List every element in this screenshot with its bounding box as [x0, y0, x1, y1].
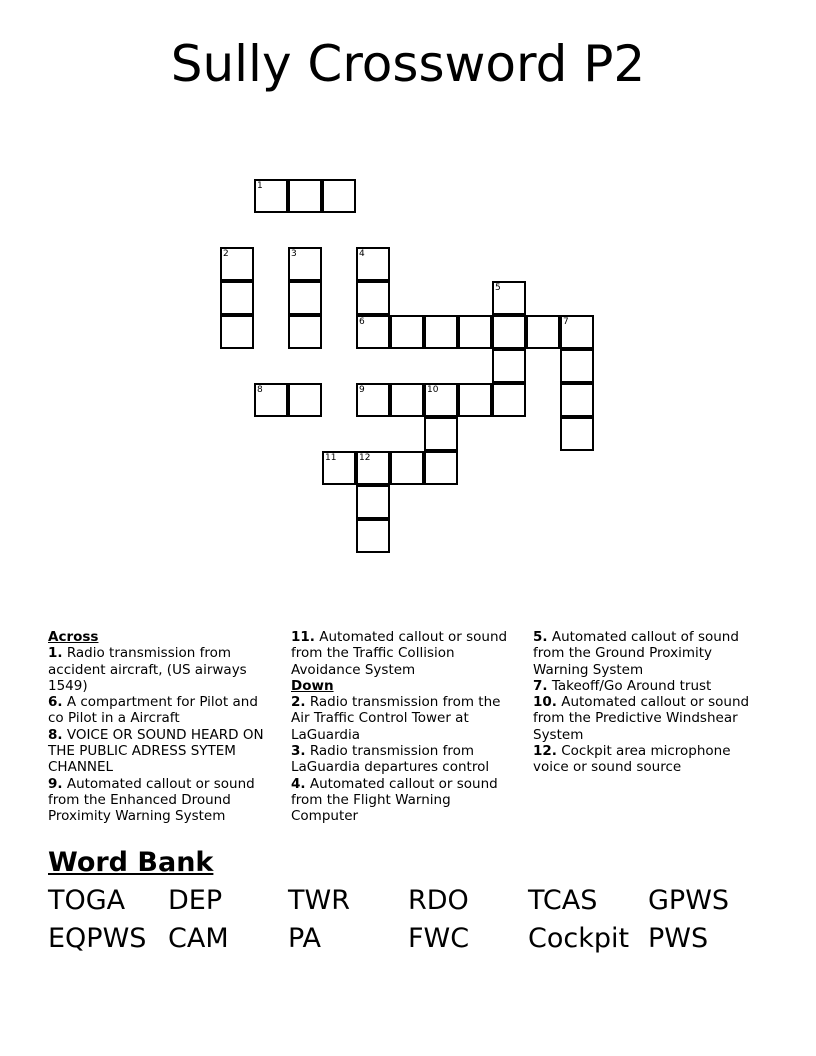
clue-number-label: 6 [359, 317, 365, 327]
clue-down-5: 5. Automated callout of sound from the Ground Proximity Warning System [533, 629, 739, 678]
word-bank-word: CAM [168, 923, 229, 954]
clue-number-label: 12 [359, 453, 371, 463]
grid-cell[interactable] [492, 349, 526, 383]
word-bank-word: PA [288, 923, 322, 954]
word-bank-word: TOGA [48, 885, 126, 916]
clue-down-4: 4. Automated callout or sound from the Flight Warning Computer [291, 775, 498, 825]
word-bank-word: PWS [648, 923, 709, 954]
clue-down-7: 7. Takeoff/Go Around trust [533, 677, 712, 694]
word-bank-word: EQPWS [48, 923, 147, 954]
clues-column-3 [533, 629, 768, 776]
clue-across-1: 1. Radio transmission from accident aircraft, (US airways 1549) [48, 645, 247, 694]
grid-cell[interactable] [220, 281, 254, 315]
grid-cell[interactable] [288, 315, 322, 349]
grid-cell[interactable] [560, 349, 594, 383]
grid-cell[interactable] [526, 315, 560, 349]
clue-across-8: 8. VOICE OR SOUND HEARD ON THE PUBLIC ADRESS SYTEM CHANNEL [48, 726, 264, 776]
clues-column-2 [291, 629, 521, 825]
grid-cell[interactable] [288, 281, 322, 315]
grid-cell[interactable] [390, 451, 424, 485]
clue-across-6: 6. A compartment for Pilot and co Pilot in a Aircraft [48, 694, 258, 727]
grid-cell[interactable] [492, 315, 526, 349]
page-title: Sully Crossword P2 [170, 35, 646, 93]
clue-number-label: 10 [427, 385, 439, 395]
grid-cell[interactable] [288, 383, 322, 417]
clue-down-3: 3. Radio transmission from LaGuardia departures control [291, 743, 490, 776]
grid-cell[interactable] [220, 315, 254, 349]
word-bank-word: RDO [408, 885, 469, 916]
across-heading: Across [48, 629, 99, 645]
grid-cell[interactable] [356, 281, 390, 315]
word-bank-word: Cockpit [528, 923, 630, 954]
clue-number-label: 2 [223, 249, 229, 259]
clue-down-10: 10. Automated callout or sound from the Predictive Windshear System [533, 694, 750, 743]
grid-cell[interactable] [458, 315, 492, 349]
clue-number-label: 7 [563, 317, 569, 327]
grid-cell[interactable] [390, 383, 424, 417]
grid-cell[interactable] [356, 519, 390, 553]
clue-number-label: 5 [495, 283, 501, 293]
grid-cell[interactable] [458, 383, 492, 417]
down-heading: Down [291, 677, 334, 694]
word-bank-word: GPWS [648, 885, 730, 916]
clue-number-label: 11 [325, 453, 337, 463]
grid-cell[interactable] [560, 383, 594, 417]
word-bank-word: DEP [168, 885, 223, 916]
clue-down-2: 2. Radio transmission from the Air Traffic Control Tower at LaGuardia [291, 694, 501, 743]
grid-cell[interactable] [288, 179, 322, 213]
grid-cell[interactable] [390, 315, 424, 349]
grid-cell[interactable] [492, 383, 526, 417]
grid-cell[interactable] [424, 451, 458, 485]
grid-cell[interactable] [424, 417, 458, 451]
clue-across-11: 11. Automated callout or sound from the Traffic Collision Avoidance System [291, 629, 508, 678]
clues-column-1 [48, 629, 273, 825]
clue-number-label: 9 [359, 385, 365, 395]
clue-number-label: 3 [291, 249, 297, 259]
grid-cell[interactable] [560, 417, 594, 451]
word-bank-word: FWC [408, 923, 470, 954]
word-bank-word: TCAS [528, 885, 598, 916]
clue-number-label: 4 [359, 249, 365, 259]
clue-number-label: 1 [257, 181, 263, 191]
grid-cell[interactable] [424, 315, 458, 349]
clue-down-12: 12. Cockpit area microphone voice or sound source [533, 743, 731, 776]
grid-cell[interactable] [322, 179, 356, 213]
word-bank-heading: Word Bank [48, 847, 214, 878]
grid-cell[interactable] [356, 485, 390, 519]
word-bank-word: TWR [288, 885, 350, 916]
clue-number-label: 8 [257, 385, 263, 395]
clue-across-9: 9. Automated callout or sound from the Enhanced Dround Proximity Warning System [48, 775, 255, 825]
